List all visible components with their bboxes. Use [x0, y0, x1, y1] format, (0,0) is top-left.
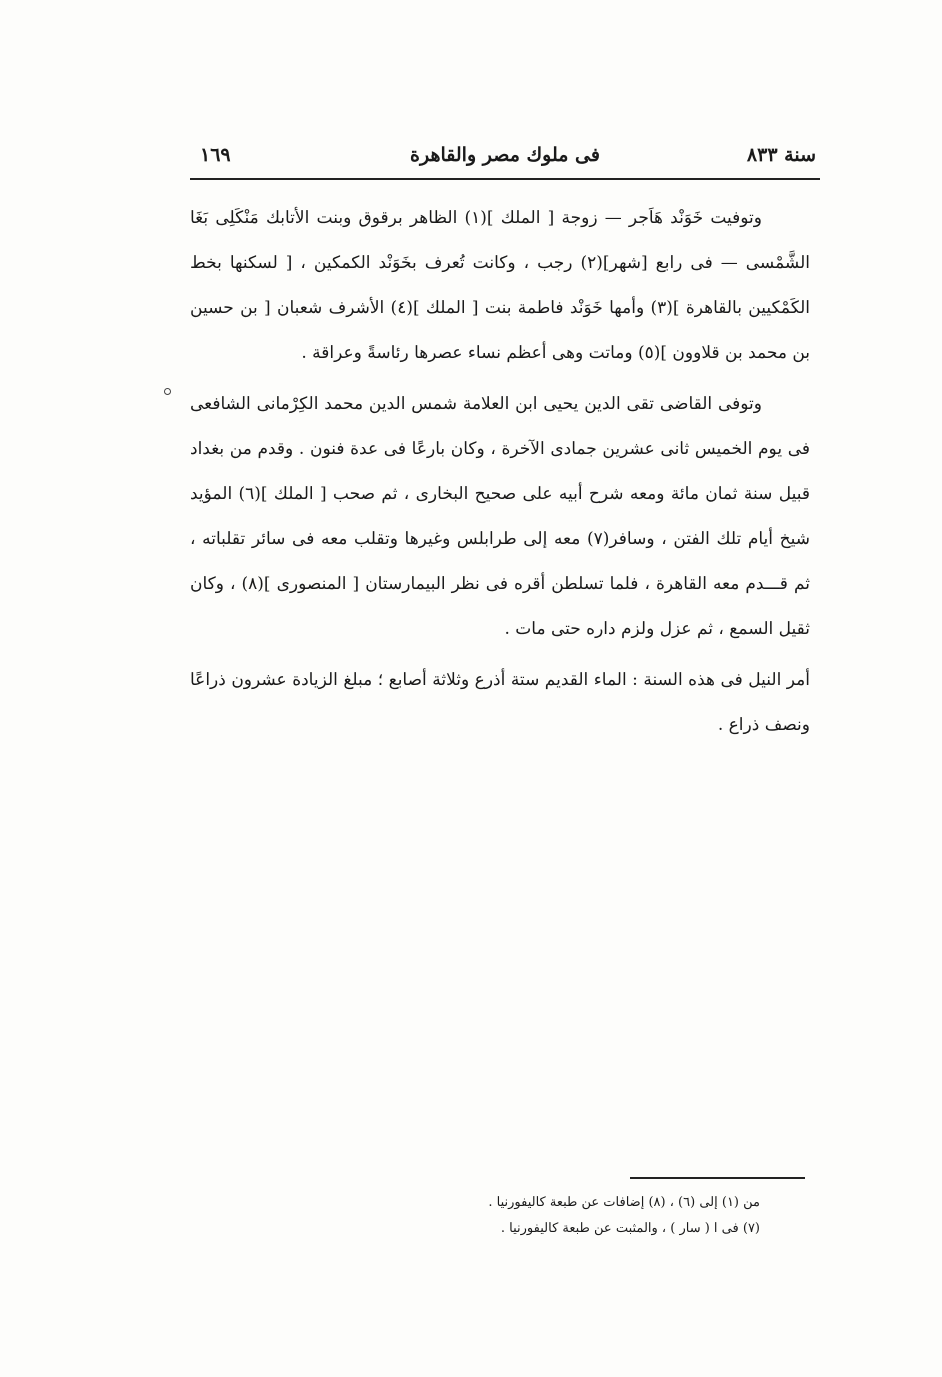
- footnotes: [380, 1190, 760, 1242]
- stray-mark: [164, 388, 171, 395]
- paragraph-khawand-hajar: وتوفيت خَوَنْد هَاَجر — زوجة [ الملك ](١) الظاهر برقوق وبنت الأتابك مَنْكَلِى بَغَا الشَّمْسى — فى رابع [شهر](٢) رجب ، وكانت تُعرف بخَوَنْد الكمكين ، [ لسكنها بخط الكَمْكيين بالقاهرة ](٣) وأمها خَوَنْد فاطمة بنت [ الملك ](٤) الأشرف شعبان [ بن حسين بن محمد بن قلاوون ](٥) وماتت وهى أعظم نساء عصرها رئاسةً وعراقة .: [190, 208, 811, 363]
- header-title: فى ملوك مصر والقاهرة: [410, 144, 600, 166]
- footnote-rule: [630, 1177, 805, 1179]
- header-year: سنة ٨٣٣: [746, 144, 816, 166]
- running-header: [190, 140, 820, 176]
- footnote: (٧) فى ا ( سار ) ، والمثبت عن طبعة كاليفورنيا .: [500, 1221, 760, 1236]
- footnote: من (١) إلى (٦) ، (٨) إضافات عن طبعة كاليفورنيا .: [488, 1195, 760, 1210]
- body-text: [190, 196, 810, 754]
- header-rule: [190, 178, 820, 180]
- page-number: ١٦٩: [200, 144, 231, 166]
- paragraph-kirmani: وتوفى القاضى تقى الدين يحيى ابن العلامة شمس الدين محمد الكِرْمانى الشافعى فى يوم الخميس ثانى عشرين جمادى الآخرة ، وكان بارعًا فى عدة فنون . وقدم من بغداد قبيل سنة ثمان مائة ومعه شرح أبيه على صحيح البخارى ، ثم صحب [ الملك ](٦) المؤيد شيخ أيام تلك الفتن ، وسافر(٧) معه إلى طرابلس وغيرها وتقلب معه فى سائر تقلباته ، ثم قـــدم معه القاهرة ، فلما تسلطن أقره فى نظر البيمارستان [ المنصورى ](٨) ، وكان ثقيل السمع ، ثم عزل ولزم داره حتى مات .: [190, 394, 810, 639]
- paragraph-nile: أمر النيل فى هذه السنة : الماء القديم ستة أذرع وثلاثة أصابع ؛ مبلغ الزيادة عشرون ذراعًا ونصف ذراع .: [190, 670, 810, 735]
